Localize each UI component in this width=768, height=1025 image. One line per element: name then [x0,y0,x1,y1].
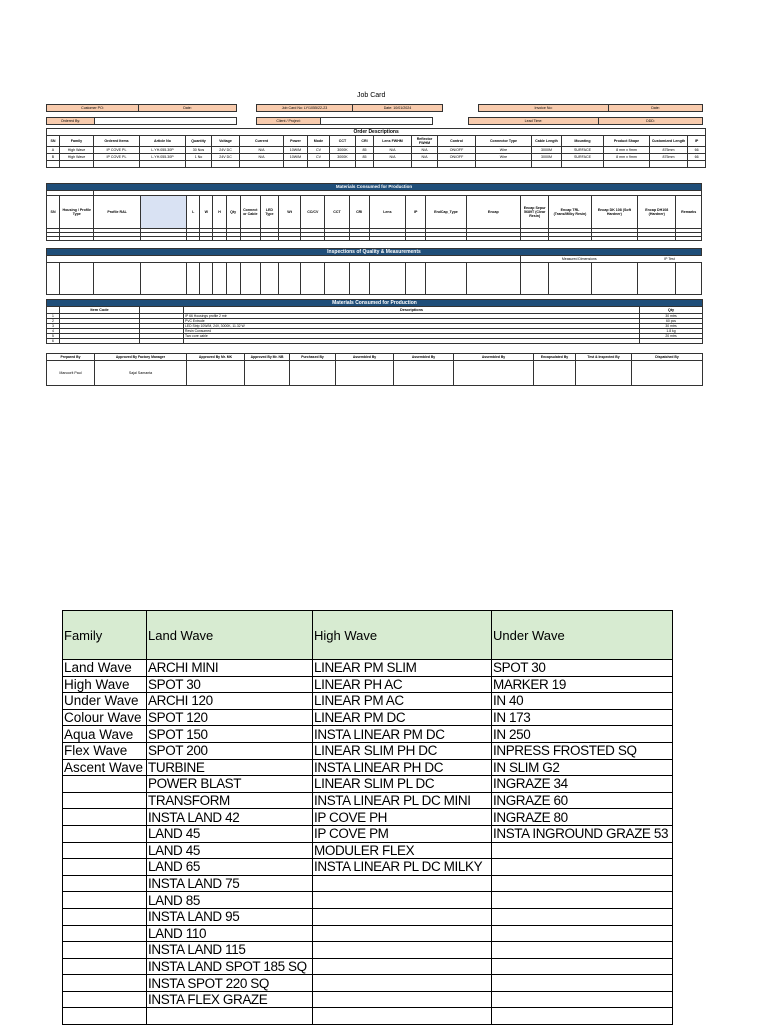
family-table-cell: LINEAR PM DC [313,709,492,726]
materials-col-header: H [213,196,226,229]
invoice-no-label: Invoice No: [479,105,609,112]
signature-label: Prepared By [47,354,95,361]
family-table-cell [313,975,492,992]
signature-labels-row [47,354,703,361]
materials-list-section [46,299,703,344]
order-cell: 30 Nos [186,147,212,154]
family-table-cell: SPOT 150 [147,726,313,743]
materials-list-qty: 20 mtrs [640,334,703,339]
materials-list-qty: 1.8 kg [640,329,703,334]
family-table-row [63,693,673,710]
family-table-row [63,859,673,876]
family-table-cell [63,875,147,892]
signature-label: Assembled By [336,354,394,361]
family-table-cell: LAND 65 [147,859,313,876]
family-table-cell: SPOT 200 [147,742,313,759]
family-table-cell [63,925,147,942]
order-descriptions-section [46,128,706,168]
signature-name [336,361,394,386]
materials-col-header: Qty [226,196,240,229]
days-label: DDD: [599,118,703,125]
order-cell: High Wave [60,147,94,154]
signature-name: Sajal Samanta [95,361,187,386]
materials-list-desc: Resin Consumed [184,329,640,334]
materials-list-desc: LED Strip 10W/M, 24V, 3000K, 11.32 W [184,324,640,329]
family-table-cell [147,1008,313,1025]
family-table-row [63,726,673,743]
family-table-cell: IP COVE PM [313,825,492,842]
client-project-label: Client / Project: [257,118,321,125]
family-table-cell: INGRAZE 34 [492,776,673,793]
order-cell: 3000M [532,154,562,161]
family-table-row [63,825,673,842]
family-table-cell: INGRAZE 80 [492,809,673,826]
family-table-cell: IN 173 [492,709,673,726]
order-cell: IP COVE PL [94,147,140,154]
order-cell: 3000M [532,147,562,154]
family-table-row [63,975,673,992]
materials-col-header: Encap Sepur 5689T (Clear Resin) [521,196,549,229]
materials-list-sn: 3 [47,324,60,329]
order-col-header: Product Shape [604,136,650,147]
materials-list-sn: 6 [47,339,60,344]
materials-col-header: LED Type [260,196,278,229]
family-table-cell [492,975,673,992]
materials-list-qty: 30 mtrs [640,324,703,329]
order-cell: CV [308,154,330,161]
family-table-cell: INGRAZE 60 [492,792,673,809]
family-table-cell [63,859,147,876]
materials-col-header: EndCap_Type [426,196,466,229]
ordered-by-value [95,118,237,125]
signature-name [245,361,290,386]
family-table-cell [63,958,147,975]
family-table-cell: IN 40 [492,693,673,710]
signature-label: Test & Inspected By [576,354,632,361]
family-table-cell: LINEAR PM AC [313,693,492,710]
family-table-cell [313,908,492,925]
family-table-cell: INPRESS FROSTED SQ [492,742,673,759]
materials-col-header: Housing / Profile Type [60,196,94,229]
family-table-row [63,776,673,793]
signature-label: Encapsulated By [534,354,576,361]
family-table-row [63,875,673,892]
family-table-row [63,991,673,1008]
signature-label: Dispatched By [632,354,703,361]
order-descriptions-title: Order Descriptions [47,129,706,136]
materials-list-sn: 5 [47,334,60,339]
materials-col-header: Connect or Cable [240,196,260,229]
header-row-2 [46,117,703,125]
signature-label: Assembled By [454,354,534,361]
signature-label: Purchased By [290,354,336,361]
order-cell: ON/OFF [438,154,476,161]
materials-list-spacer [140,339,184,344]
family-table-row [63,925,673,942]
family-table-cell [492,908,673,925]
signature-names-row [47,361,703,386]
materials-col-header [140,196,186,229]
family-table-cell: Under Wave [63,693,147,710]
order-cell: 3000K [330,154,356,161]
family-table-cell [313,925,492,942]
materials-list-qty [640,339,703,344]
signature-name [534,361,576,386]
materials-col-header: SN [47,196,60,229]
materials-list-qty: 60 pcs [640,319,703,324]
family-table-cell [313,875,492,892]
materials-list-sn: 1 [47,314,60,319]
order-cell: B [47,154,60,161]
order-col-header: Voltage [212,136,240,147]
family-table-cell: INSTA LAND 95 [147,908,313,925]
signature-name [394,361,454,386]
order-col-header: Ordered Items [94,136,140,147]
family-table-cell: SPOT 120 [147,709,313,726]
family-table-cell: INSTA FLEX GRAZE [147,991,313,1008]
family-table-cell: INSTA SPOT 220 SQ [147,975,313,992]
order-cell: N/A [240,154,284,161]
family-table-cell [63,776,147,793]
order-col-header: Control [438,136,476,147]
materials-col-header: Profile RAL [94,196,140,229]
order-col-header: Lens FWHM [374,136,412,147]
family-table-cell: LAND 45 [147,842,313,859]
family-table-row [63,709,673,726]
family-table-cell: INSTA LAND 115 [147,942,313,959]
family-table-row [63,958,673,975]
materials-list-qty: 30 mtrs [640,314,703,319]
materials-list-desc: PVC Extrude [184,319,640,324]
date-label-3: Date: [609,105,703,112]
signature-name [454,361,534,386]
order-cell: N/A [374,147,412,154]
family-table-row [63,809,673,826]
order-col-header: Family [60,136,94,147]
family-table-cell: SPOT 30 [492,660,673,677]
family-table-cell: Land Wave [63,660,147,677]
signature-label: Approved By Mr. MK [187,354,245,361]
order-col-header: Mode [308,136,330,147]
order-cell: N/A [374,154,412,161]
family-table-cell: INSTA LAND 42 [147,809,313,826]
family-table-cell [63,975,147,992]
order-cell: L.YH.055.30P [140,147,186,154]
family-table-header-cell: Land Wave [147,611,313,660]
order-col-header: IP [688,136,706,147]
materials-col-header: Encap [466,196,520,229]
inspection-section [46,248,702,295]
materials-col-header: IP [406,196,426,229]
family-table-cell: IN 250 [492,726,673,743]
family-table-row [63,759,673,776]
order-cell: N/A [240,147,284,154]
family-table-cell [492,892,673,909]
order-row [47,154,706,161]
family-table-cell: INSTA LINEAR PL DC MILKY [313,859,492,876]
order-cell: 875mm [650,154,688,161]
family-table-cell [63,792,147,809]
signature-name [187,361,245,386]
ordered-by-label: Ordered By: [47,118,95,125]
order-col-header: Connector Type [476,136,532,147]
customer-po-label: Customer PO: [47,105,139,112]
materials-col-header: CRI [349,196,369,229]
family-table-cell: LINEAR SLIM PL DC [313,776,492,793]
family-table-header-cell: Family [63,611,147,660]
signature-label: Assembled By [394,354,454,361]
family-table-cell: INSTA INGROUND GRAZE 53 [492,825,673,842]
materials-col-header: CCT [325,196,349,229]
order-col-header: Mounting [562,136,604,147]
ip-test-label: IP Test [664,257,675,261]
materials-col-header: Encap DH108 (Hardner) [638,196,676,229]
job-card-no: Job Card No: LY/1055/22-23 [257,105,353,112]
family-table-row [63,742,673,759]
signature-name [576,361,632,386]
order-cell: 85 [356,154,374,161]
page-title: Job Card [357,92,386,99]
order-cell: CV [308,147,330,154]
family-table-cell [492,958,673,975]
order-cell: Wire [476,154,532,161]
family-table-row [63,892,673,909]
order-cell: 85 [356,147,374,154]
family-table-cell: High Wave [63,676,147,693]
family-table-cell: Ascent Wave [63,759,147,776]
signature-label: Approved By Factory Manager [95,354,187,361]
order-cell: 24V DC [212,147,240,154]
order-col-header: CRI [356,136,374,147]
order-cell: 24V DC [212,154,240,161]
order-row [47,147,706,154]
family-table-cell: Aqua Wave [63,726,147,743]
family-table-header [63,611,673,660]
order-cell: Wire [476,147,532,154]
order-header-row [47,136,706,147]
family-table-cell [313,942,492,959]
family-table-cell [63,809,147,826]
family-table-cell: LINEAR SLIM PH DC [313,742,492,759]
order-col-header: Current [240,136,284,147]
family-table-cell [63,892,147,909]
order-cell: 8 mm x 9mm [604,147,650,154]
materials-consumed-title: Materials Consumed for Production [47,184,702,191]
family-table-cell [63,942,147,959]
order-cell: 66 [688,147,706,154]
order-cell: N/A [412,147,438,154]
family-table-cell [63,991,147,1008]
order-cell: 8 mm x 9mm [604,154,650,161]
family-table-cell: TURBINE [147,759,313,776]
family-table-header-cell: Under Wave [492,611,673,660]
family-table-cell: LINEAR PH AC [313,676,492,693]
order-col-header: Power [284,136,308,147]
order-col-header: SN [47,136,60,147]
order-col-header: Customized Length [650,136,688,147]
materials-col-header: Lens [369,196,405,229]
materials-list-desc: Two core cable [184,334,640,339]
family-table-cell [492,859,673,876]
order-cell: N/A [412,154,438,161]
signature-name [632,361,703,386]
family-table-cell: INSTA LINEAR PH DC [313,759,492,776]
order-cell: High Wave [60,154,94,161]
lead-time-label: Lead Time: [469,118,599,125]
descriptions-header: Descriptions [184,307,640,314]
family-table-cell [63,842,147,859]
family-table-cell: LAND 110 [147,925,313,942]
order-cell: L.YH.055.30P [140,154,186,161]
inspection-title: Inspections of Quality & Measurements [47,249,702,256]
family-table-cell: LINEAR PM SLIM [313,660,492,677]
order-col-header: Cable Length [532,136,562,147]
family-table-cell: INSTA LAND SPOT 185 SQ [147,958,313,975]
order-cell: IP COVE PL [94,154,140,161]
family-table-cell: IN SLIM G2 [492,759,673,776]
signatures-section [46,353,703,386]
family-table-cell [63,1008,147,1025]
signature-name [290,361,336,386]
family-table-cell [313,991,492,1008]
family-table-cell: ARCHI 120 [147,693,313,710]
signature-label: Approved By Mr. NB [245,354,290,361]
order-cell: A [47,147,60,154]
materials-list-desc: IP 66 Housings profile 2 mtr [184,314,640,319]
family-table-row [63,1008,673,1025]
header-row-1 [46,104,703,112]
measured-dimensions-label: Measured Dimensions [561,257,597,261]
family-table-row [63,942,673,959]
item-code-header: Item Code [60,307,140,314]
family-table-row [63,660,673,677]
materials-list-sn: 2 [47,319,60,324]
date-label-1: Date: [139,105,237,112]
order-cell: 10W/M [284,147,308,154]
family-table-cell [492,991,673,1008]
family-table-cell [63,825,147,842]
family-table-row [63,676,673,693]
family-table-cell: MODULER FLEX [313,842,492,859]
family-table-cell [313,1008,492,1025]
family-table-cell: IP COVE PH [313,809,492,826]
order-col-header: Quantity [186,136,212,147]
family-table-cell: LAND 85 [147,892,313,909]
order-cell: 10W/M [284,154,308,161]
family-table-cell: ARCHI MINI [147,660,313,677]
materials-col-header: L [187,196,200,229]
family-table-row [63,792,673,809]
signature-name: Manoorit Paul [47,361,95,386]
family-table-cell: SPOT 30 [147,676,313,693]
family-table-cell: Colour Wave [63,709,147,726]
family-table [62,610,673,1025]
family-table-cell: INSTA LAND 75 [147,875,313,892]
family-table-cell [492,875,673,892]
order-cell: 875mm [650,147,688,154]
materials-consumed-section [46,183,702,241]
client-project-value [321,118,433,125]
materials-col-header: W [200,196,213,229]
materials-col-header: Remarks [676,196,702,229]
order-col-header: Reflector FWHM [412,136,438,147]
order-col-header: CCT [330,136,356,147]
order-cell: ON/OFF [438,147,476,154]
materials-list-row [47,339,703,344]
order-cell: 1 No [186,154,212,161]
family-table-cell [313,892,492,909]
order-cell: 66 [688,154,706,161]
family-table-cell: POWER BLAST [147,776,313,793]
order-empty-row [47,161,706,168]
family-table-cell [492,925,673,942]
materials-list-item-code [60,339,140,344]
family-table-cell: INSTA LINEAR PL DC MINI [313,792,492,809]
order-col-header: Article No [140,136,186,147]
order-cell: SURFACE [562,147,604,154]
family-table-cell: MARKER 19 [492,676,673,693]
family-table-header-cell: High Wave [313,611,492,660]
job-date: Date: 10/01/2024 [353,105,443,112]
materials-list-sn: 4 [47,329,60,334]
materials-col-header: Encap DK 108 (Soft Hardner) [591,196,637,229]
qty-header: Qty [640,307,703,314]
materials-col-header: CC/CV [301,196,325,229]
order-cell: 3000K [330,147,356,154]
materials-col-header: Wt [279,196,301,229]
family-table-cell: Flex Wave [63,742,147,759]
materials-list-title: Materials Consumed for Production [47,300,703,307]
family-table-cell: LAND 45 [147,825,313,842]
family-table-cell [313,958,492,975]
family-table-cell: TRANSFORM [147,792,313,809]
family-table-cell [492,842,673,859]
materials-header-row [47,196,702,229]
family-table-cell [492,942,673,959]
materials-col-header: Encap TRL (Trans/Milky Resin) [549,196,591,229]
family-table-cell [63,908,147,925]
family-table-cell: INSTA LINEAR PM DC [313,726,492,743]
order-cell: SURFACE [562,154,604,161]
family-table-row [63,842,673,859]
family-table-cell [492,1008,673,1025]
materials-list-desc [184,339,640,344]
family-table-row [63,908,673,925]
